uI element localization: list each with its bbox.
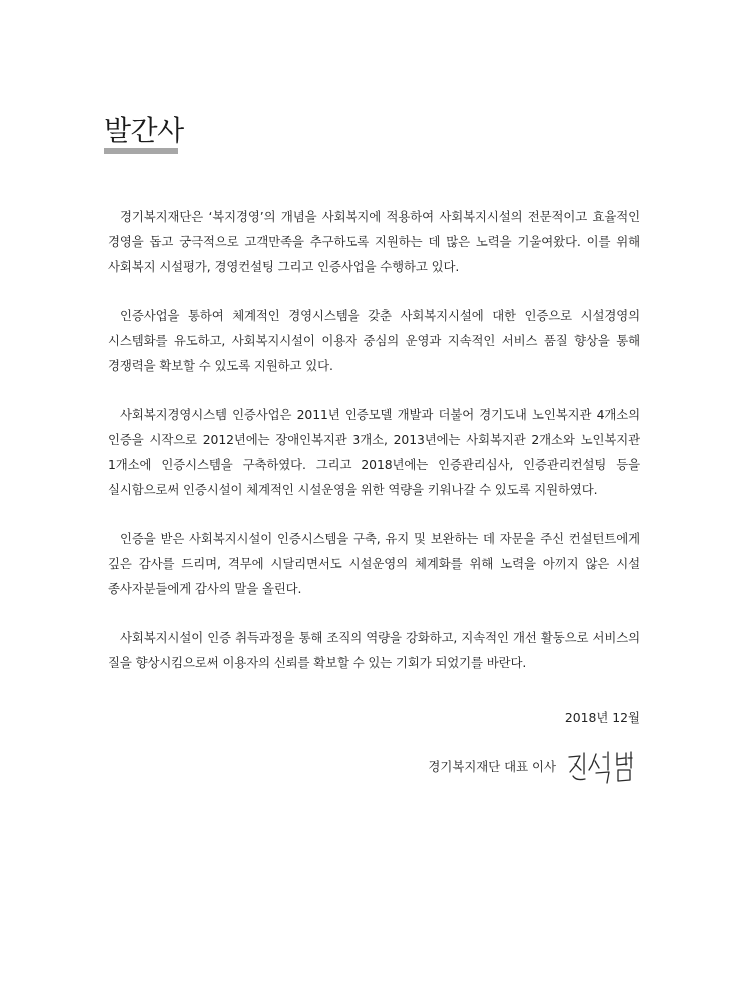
signer-title: 경기복지재단 대표 이사 xyxy=(428,759,556,774)
title-underline xyxy=(104,148,178,154)
paragraph-3: 사회복지경영시스템 인증사업은 2011년 인증모델 개발과 더불어 경기도내 노인복지관 4개소의 인증을 시작으로 2012년에는 장애인복지관 3개소, 2013년에는 사회복지관 2개소와 노인복지관 1개소에 인증시스템을 구축하였다. 그리고 2018년에는 인증관리심사, 인증관리컨설팅 등을 실시함으로써 인증시설이 체계적인 시설운영을 위한 역량을 키워나갈 수 있도록 지원하였다. xyxy=(108,407,640,497)
page-title: 발간사 xyxy=(104,114,184,147)
paragraph-2: 인증사업을 통하여 체계적인 경영시스템을 갖춘 사회복지시설에 대한 인증으로 시설경영의 시스템화를 유도하고, 사회복지시설이 이용자 중심의 운영과 지속적인 서비스 품질 향상을 통해 경쟁력을 확보할 수 있도록 지원하고 있다. xyxy=(108,308,640,373)
signature-line xyxy=(428,748,640,786)
body-text xyxy=(108,204,640,699)
paragraph-1: 경기복지재단은 ‘복지경영’의 개념을 사회복지에 적용하여 사회복지시설의 전문적이고 효율적인 경영을 돕고 궁극적으로 고객만족을 추구하도록 지원하는 데 많은 노력을 기울여왔다. 이를 위해 사회복지 시설평가, 경영컨설팅 그리고 인증사업을 수행하고 있다. xyxy=(108,209,640,274)
publication-date: 2018년 12월 xyxy=(564,710,640,725)
paragraph-4: 인증을 받은 사회복지시설이 인증시스템을 구축, 유지 및 보완하는 데 자문을 주신 컨설턴트에게 깊은 감사를 드리며, 격무에 시달리면서도 시설운영의 체계화를 위해 노력을 아끼지 않은 시설 종사자분들에게 감사의 말을 올린다. xyxy=(108,531,640,596)
paragraph-5: 사회복지시설이 인증 취득과정을 통해 조직의 역량을 강화하고, 지속적인 개선 활동으로 서비스의 질을 향상시킴으로써 이용자의 신뢰를 확보할 수 있는 기회가 되었기를 바란다. xyxy=(108,630,640,670)
handwritten-signature xyxy=(566,748,640,786)
